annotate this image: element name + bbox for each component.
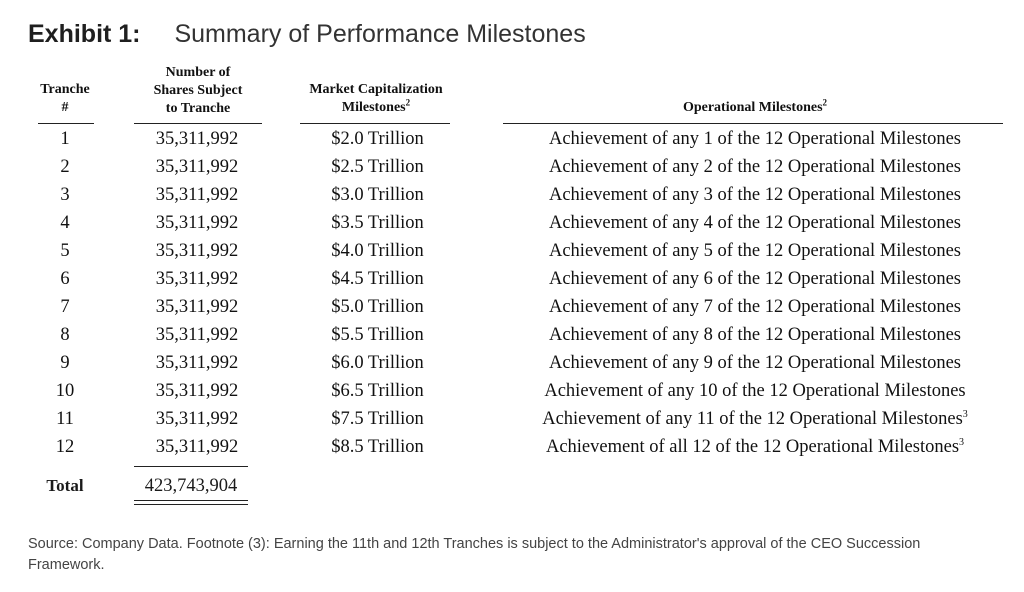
cell-tranche: 12 [55, 437, 75, 457]
source-note: Source: Company Data. Footnote (3): Earning the 11th and 12th Tranches is subject to the Administrator's approval of the CEO Succession Framework. [28, 536, 921, 573]
header-ops [500, 99, 1010, 117]
cell-ops-text: Achievement of any 4 of the 12 Operational Milestones [548, 213, 962, 233]
cell-shares: 35,311,992 [155, 325, 239, 345]
header-ops-underline [503, 123, 1003, 124]
cell-tranche: 4 [60, 213, 70, 233]
cell-ops [500, 349, 1010, 377]
header-ops-footnote: 2 [822, 97, 828, 108]
cell-mcap: $3.0 Trillion [331, 185, 424, 205]
cell-ops-text: Achievement of all 12 of the 12 Operational Milestones [545, 437, 960, 457]
cell-shares: 35,311,992 [155, 381, 239, 401]
cell-ops [500, 293, 1010, 321]
cell-ops [500, 321, 1010, 349]
cell-mcap: $6.0 Trillion [331, 353, 424, 373]
cell-ops [500, 405, 1010, 433]
cell-mcap: $5.0 Trillion [331, 297, 424, 317]
cell-ops-text: Achievement of any 8 of the 12 Operational Milestones [548, 325, 962, 345]
total-value: 423,743,904 [144, 476, 238, 496]
header-tranche-line2: # [61, 100, 69, 115]
header-tranche-line1: Tranche [40, 82, 90, 97]
header-mcap-footnote: 2 [405, 97, 411, 108]
cell-shares: 35,311,992 [155, 213, 239, 233]
header-shares-line2: Shares Subject [153, 83, 243, 98]
cell-shares: 35,311,992 [155, 409, 239, 429]
cell-mcap: $4.0 Trillion [331, 241, 424, 261]
cell-tranche: 8 [60, 325, 70, 345]
cell-shares: 35,311,992 [155, 269, 239, 289]
cell-shares: 35,311,992 [155, 297, 239, 317]
cell-ops-text: Achievement of any 6 of the 12 Operational Milestones [548, 269, 962, 289]
cell-ops [500, 181, 1010, 209]
cell-shares: 35,311,992 [155, 241, 239, 261]
header-tranche-underline [38, 123, 94, 124]
cell-shares: 35,311,992 [155, 185, 239, 205]
cell-shares: 35,311,992 [155, 157, 239, 177]
cell-tranche: 7 [60, 297, 70, 317]
exhibit-title: Summary of Performance Milestones [174, 20, 586, 48]
total-double-underline [134, 500, 248, 505]
cell-tranche: 3 [60, 185, 70, 205]
header-shares-line3: to Tranche [165, 101, 231, 116]
cell-ops [500, 433, 1010, 461]
cell-mcap: $7.5 Trillion [331, 409, 424, 429]
cell-shares: 35,311,992 [155, 129, 239, 149]
header-tranche [30, 81, 100, 117]
header-mcap-underline [300, 123, 450, 124]
header-shares-underline [134, 123, 262, 124]
cell-tranche: 11 [56, 409, 74, 429]
cell-mcap: $2.5 Trillion [331, 157, 424, 177]
cell-ops [500, 153, 1010, 181]
header-mcap [292, 81, 460, 117]
cell-mcap: $5.5 Trillion [331, 325, 424, 345]
cell-ops [500, 125, 1010, 153]
cell-tranche: 5 [60, 241, 70, 261]
cell-mcap: $6.5 Trillion [331, 381, 424, 401]
header-ops-line1: Operational Milestones [682, 100, 823, 115]
cell-tranche: 10 [55, 381, 75, 401]
header-shares [130, 64, 266, 118]
header-mcap-line1: Market Capitalization [309, 82, 443, 97]
cell-ops-footnote: 3 [962, 408, 968, 420]
header-shares-line1: Number of [165, 65, 231, 80]
header-mcap-line2: Milestones [341, 100, 406, 115]
total-top-rule [134, 466, 248, 467]
cell-ops [500, 209, 1010, 237]
exhibit-label: Exhibit 1: [28, 20, 141, 48]
cell-ops-text: Achievement of any 3 of the 12 Operational Milestones [548, 185, 962, 205]
cell-tranche: 9 [60, 353, 70, 373]
cell-ops-text: Achievement of any 9 of the 12 Operational Milestones [548, 353, 962, 373]
cell-tranche: 6 [60, 269, 70, 289]
cell-mcap: $3.5 Trillion [331, 213, 424, 233]
cell-ops-text: Achievement of any 7 of the 12 Operational Milestones [548, 297, 962, 317]
cell-mcap: $2.0 Trillion [331, 129, 424, 149]
cell-ops-text: Achievement of any 5 of the 12 Operational Milestones [548, 241, 962, 261]
cell-ops [500, 377, 1010, 405]
cell-ops-text: Achievement of any 10 of the 12 Operational Milestones [544, 381, 966, 401]
cell-ops-text: Achievement of any 1 of the 12 Operational Milestones [548, 129, 962, 149]
cell-mcap: $4.5 Trillion [331, 269, 424, 289]
cell-ops-text: Achievement of any 11 of the 12 Operational Milestones [542, 409, 963, 429]
cell-ops [500, 265, 1010, 293]
cell-ops [500, 237, 1010, 265]
cell-tranche: 1 [60, 129, 70, 149]
cell-ops-footnote: 3 [959, 436, 965, 448]
cell-mcap: $8.5 Trillion [331, 437, 424, 457]
cell-ops-text: Achievement of any 2 of the 12 Operational Milestones [548, 157, 962, 177]
cell-tranche: 2 [60, 157, 70, 177]
cell-shares: 35,311,992 [155, 437, 239, 457]
cell-shares: 35,311,992 [155, 353, 239, 373]
total-label: Total [46, 476, 84, 495]
